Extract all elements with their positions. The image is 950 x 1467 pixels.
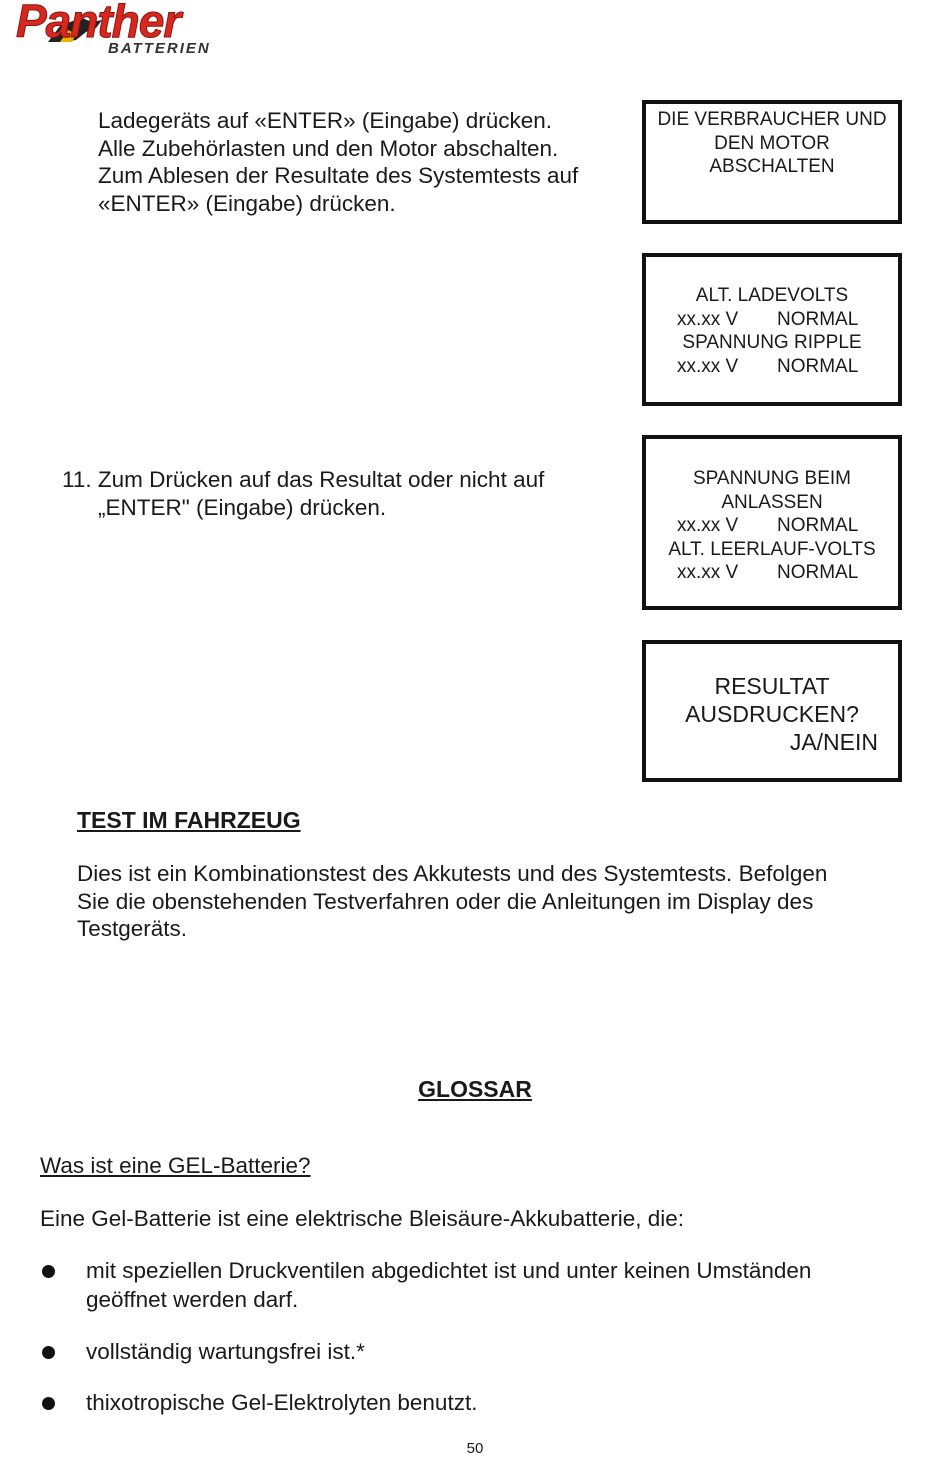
panther-logo — [16, 0, 266, 60]
display-line: JA/NEIN — [789, 729, 878, 755]
step11-line1-wrap — [62, 466, 622, 494]
test-line: Dies ist ein Kombinationstest des Akkutests und des Systemtests. Befolgen — [77, 861, 828, 886]
test-section-text — [77, 860, 907, 943]
page-number: 50 — [466, 1440, 484, 1457]
bullet-line: thixotropische Gel-Elektrolyten benutzt. — [86, 1390, 478, 1415]
display-cranking-volts — [642, 435, 902, 610]
bullet-text — [86, 1256, 896, 1314]
logo-brand: Panther — [16, 0, 181, 47]
bullet-line: vollständig wartungsfrei ist.* — [86, 1339, 365, 1364]
display-value-line — [646, 355, 898, 379]
display-line: SPANNUNG RIPPLE — [682, 332, 862, 353]
step11-number: 11. — [62, 467, 92, 492]
display-line: ALT. LADEVOLTS — [695, 285, 849, 306]
display-status: NORMAL — [777, 515, 859, 536]
bullet-text — [86, 1337, 896, 1366]
display-value: xx.xx V — [677, 562, 739, 583]
step10-line: Alle Zubehörlasten und den Motor abschalten. — [98, 135, 559, 161]
display-line: DEN MOTOR — [714, 132, 830, 154]
bullet-text — [86, 1388, 896, 1417]
glossary-question: Was ist eine GEL-Batterie? — [40, 1153, 311, 1178]
display-line: ANLASSEN — [721, 491, 823, 513]
display-value-line — [646, 514, 898, 538]
step10-line: Ladegeräts auf «ENTER» (Eingabe) drücken. — [98, 108, 553, 133]
display-line: RESULTAT — [714, 673, 830, 699]
display-charging-volts — [642, 253, 902, 406]
step11-text — [62, 466, 622, 521]
display-line: DIE VERBRAUCHER UND — [657, 109, 887, 130]
bullet-dot-icon — [42, 1397, 55, 1410]
glossary-intro: Eine Gel-Batterie ist eine elektrische Bleisäure-Akkubatterie, die: — [40, 1206, 685, 1231]
bullet-dot-icon — [42, 1265, 55, 1278]
display-status: NORMAL — [777, 355, 859, 377]
test-line: Testgeräts. — [77, 916, 188, 941]
display-value-line — [646, 308, 898, 332]
step10-line: «ENTER» (Eingabe) drücken. — [98, 190, 396, 216]
display-line: ALT. LEERLAUF-VOLTS — [668, 538, 876, 560]
glossary-heading-wrap — [0, 1076, 950, 1103]
test-line: Sie die obenstehenden Testverfahren oder die Anleitungen im Display des — [77, 888, 814, 914]
step10-line: Zum Ablesen der Resultate des Systemtests auf — [98, 163, 579, 188]
display-value: xx.xx V — [677, 515, 739, 536]
step10-text — [98, 107, 628, 217]
display-value: xx.xx V — [677, 355, 739, 377]
step11-line2: „ENTER" (Eingabe) drücken. — [98, 494, 387, 520]
bullet-dot-icon — [42, 1346, 55, 1359]
display-value-line — [646, 561, 898, 585]
bullet-line: geöffnet werden darf. — [86, 1287, 299, 1312]
display-line: ABSCHALTEN — [709, 156, 835, 177]
test-section-heading: TEST IM FAHRZEUG — [77, 807, 301, 833]
display-print-result — [642, 640, 902, 782]
display-status: NORMAL — [777, 562, 859, 583]
glossary-heading: GLOSSAR — [418, 1076, 532, 1102]
display-consumers-off — [642, 100, 902, 224]
step11-line1: Zum Drücken auf das Resultat oder nicht auf — [97, 467, 545, 492]
display-value: xx.xx V — [677, 308, 739, 330]
logo-subtitle: BATTERIEN — [108, 40, 211, 57]
display-line: SPANNUNG BEIM — [692, 468, 851, 489]
display-status: NORMAL — [777, 308, 859, 330]
display-line: AUSDRUCKEN? — [685, 701, 859, 727]
bullet-line: mit speziellen Druckventilen abgedichtet ist und unter keinen Umständen — [86, 1258, 812, 1283]
